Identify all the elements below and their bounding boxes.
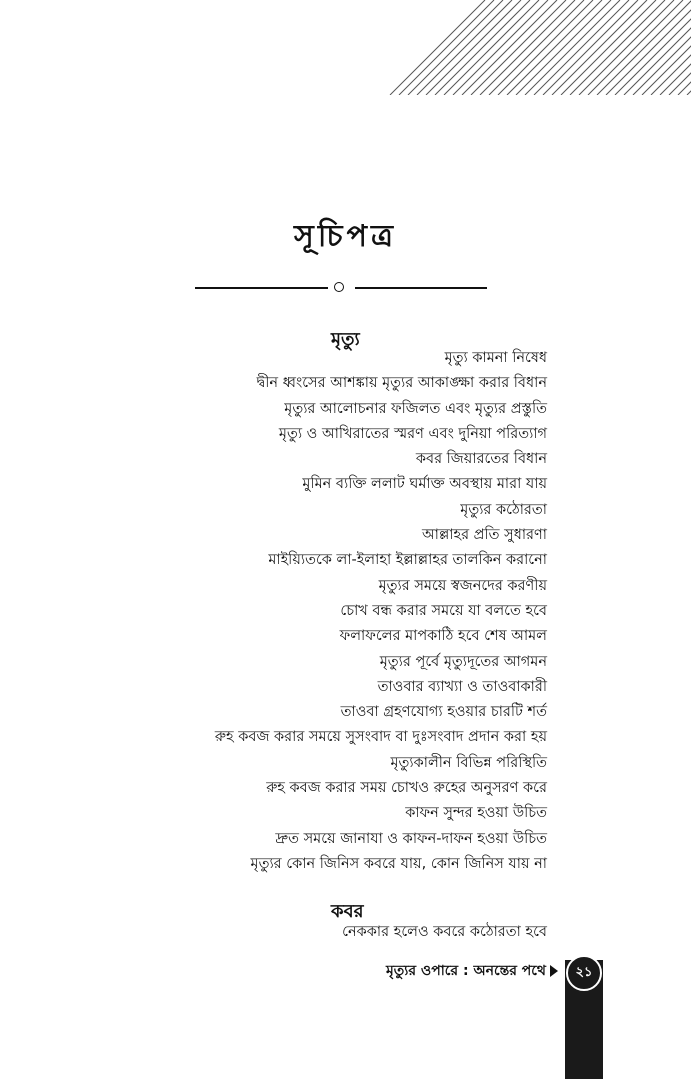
- toc-entry: চোখ বন্ধ করার সময়ে যা বলতে হবে: [340, 602, 547, 619]
- footer-arrow-icon: [550, 965, 558, 977]
- stripe-line: [597, 0, 691, 95]
- toc-entry: মৃত্যুর কোন জিনিস কবরে যায়, কোন জিনিস যায় না: [250, 855, 547, 872]
- section-heading-kobor: কবর: [331, 901, 364, 922]
- toc-entry: মাইয়্যিতকে লা-ইলাহা ইল্লাল্লাহর তালকিন করানো: [268, 552, 547, 569]
- toc-entry: আল্লাহর প্রতি সুধারণা: [422, 527, 547, 544]
- toc-entry: রুহ কবজ করার সময় চোখও রুহের অনুসরণ করে: [266, 780, 547, 797]
- toc-entry: মৃত্যুর কঠোরতা: [460, 501, 547, 518]
- toc-entry: তাওবা গ্রহণযোগ্য হওয়ার চারটি শর্ত: [340, 704, 547, 721]
- stripe-line: [417, 0, 512, 95]
- divider-line-left: [195, 287, 328, 289]
- stripe-line: [471, 0, 566, 95]
- stripe-line: [435, 0, 530, 95]
- stripe-line: [408, 0, 503, 95]
- toc-entry: নেককার হলেও কবরে কঠোরতা হবে: [342, 924, 547, 940]
- stripe-line: [507, 0, 602, 95]
- stripe-line: [426, 0, 521, 95]
- stripe-line: [543, 0, 638, 95]
- stripe-line: [453, 0, 548, 95]
- toc-entry: মৃত্যুর আলোচনার ফজিলত এবং মৃত্যুর প্রস্তুতি: [284, 400, 547, 417]
- stripe-line: [480, 0, 575, 95]
- stripe-line: [516, 0, 611, 95]
- toc-entry: মৃত্যু ও আখিরাতের স্মরণ এবং দুনিয়া পরিত্যাগ: [278, 425, 547, 442]
- stripe-line: [534, 0, 629, 95]
- toc-entry: কবর জিয়ারতের বিধান: [415, 451, 547, 468]
- diagonal-stripes-decoration: [0, 0, 691, 95]
- toc-entry: মৃত্যু কামনা নিষেধ: [444, 350, 547, 366]
- stripe-line: [444, 0, 539, 95]
- toc-entry: তাওবার ব্যাখ্যা ও তাওবাকারী: [377, 678, 547, 695]
- section-heading-mrittu: মৃত্যু: [331, 329, 360, 350]
- stripe-line: [390, 0, 485, 95]
- stripe-line: [498, 0, 593, 95]
- toc-list-kobor: [180, 920, 547, 945]
- stripe-line: [561, 0, 656, 95]
- stripe-line: [399, 0, 494, 95]
- stripe-line: [570, 0, 665, 95]
- title-divider: [195, 281, 487, 295]
- toc-entry: মৃত্যুর সময়ে স্বজনদের করণীয়: [378, 577, 547, 594]
- stripe-line: [489, 0, 584, 95]
- toc-entry: ফলাফলের মাপকাঠি হবে শেষ আমল: [339, 628, 547, 645]
- divider-circle: [334, 282, 344, 292]
- toc-entry: দ্বীন ধ্বংসের আশঙ্কায় মৃত্যুর আকাঙ্ক্ষা করার বিধান: [256, 375, 547, 392]
- stripe-line: [462, 0, 557, 95]
- stripe-line: [525, 0, 620, 95]
- toc-entry: রুহ কবজ করার সময়ে সুসংবাদ বা দুঃসংবাদ প্রদান করা হয়: [214, 729, 547, 746]
- stripe-line: [588, 0, 683, 95]
- page-title: সূচিপত্র: [294, 219, 397, 254]
- toc-entry: মুমিন ব্যক্তি ললাট ঘর্মাক্ত অবস্থায় মারা যায়: [302, 476, 547, 493]
- page-number: ২১: [566, 955, 602, 991]
- toc-entry: কাফন সুন্দর হওয়া উচিত: [405, 805, 547, 822]
- footer-book-title: মৃত্যুর ওপারে : অনন্তের পথে: [386, 963, 546, 979]
- stripe-line: [579, 0, 674, 95]
- toc-entry: মৃত্যুর পূর্বে মৃত্যুদূতের আগমন: [379, 653, 547, 670]
- toc-entry: মৃত্যুকালীন বিভিন্ন পরিস্থিতি: [390, 754, 547, 771]
- toc-entry: দ্রুত সময়ে জানাযা ও কাফন-দাফন হওয়া উচিত: [275, 830, 547, 847]
- toc-list-mrittu: [180, 346, 547, 877]
- divider-line-right: [355, 287, 487, 289]
- stripe-line: [552, 0, 647, 95]
